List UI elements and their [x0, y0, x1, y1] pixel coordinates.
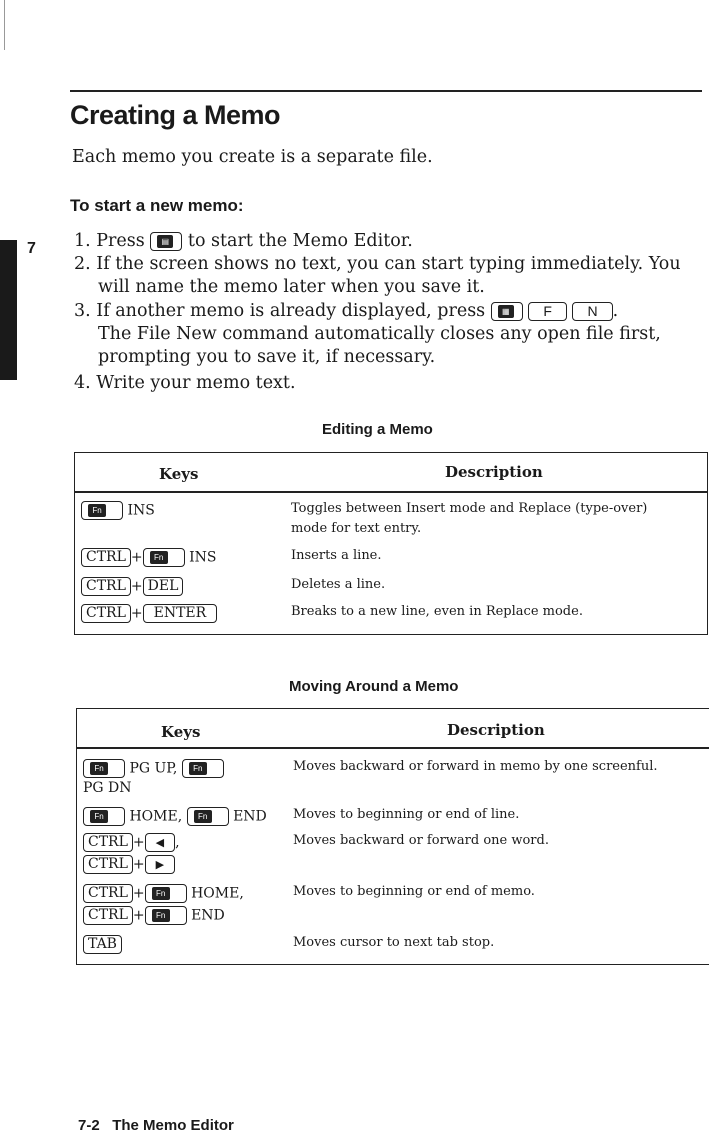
section-name: The Memo Editor [112, 1117, 234, 1134]
ctrl-key: CTRL [81, 577, 131, 596]
step-text: . [612, 301, 619, 321]
table2-row [83, 759, 224, 778]
key-text: HOME, [191, 885, 244, 902]
step-number: 3. [74, 301, 91, 321]
key-text: PG UP, [129, 760, 178, 777]
page-footer [78, 1117, 234, 1134]
fn-key-icon: Fn [83, 807, 125, 826]
memo-key-icon: ▤ [150, 232, 182, 251]
right-arrow-icon: ▶ [145, 855, 175, 874]
page-number: 7-2 [78, 1117, 100, 1134]
key-text: END [191, 907, 225, 924]
key-text: HOME, [129, 808, 183, 825]
step-4 [74, 372, 296, 395]
fn-key-icon: Fn [145, 906, 187, 925]
step-3-cont2: prompting you to save it, if necessary. [98, 347, 436, 367]
table2-row [83, 807, 267, 826]
table1-row [81, 501, 155, 520]
key-text: INS [127, 502, 155, 519]
table1-desc: mode for text entry. [291, 521, 422, 536]
table2-desc: Moves to beginning or end of line. [293, 807, 520, 822]
table1-desc: Inserts a line. [291, 548, 382, 563]
fn-key-icon: Fn [187, 807, 229, 826]
tab-key: TAB [83, 935, 122, 954]
table2-row-cont [83, 906, 225, 925]
ctrl-key: CTRL [83, 906, 133, 925]
plus-sign: + [132, 834, 145, 851]
plus-sign: + [130, 605, 143, 622]
table1-caption: Editing a Memo [322, 421, 433, 438]
table2-row-cont: PG DN [83, 780, 132, 796]
chapter-tab-number: 7 [27, 240, 36, 257]
chapter-tab-bar [0, 240, 17, 380]
ctrl-key: CTRL [83, 833, 133, 852]
fn-key-icon: Fn [143, 548, 185, 567]
fn-key-icon: Fn [145, 884, 187, 903]
page-edge-line [4, 0, 5, 50]
plus-sign: + [132, 885, 145, 902]
ctrl-key: CTRL [81, 604, 131, 623]
left-arrow-icon: ◀ [145, 833, 175, 852]
fn-key-icon: Fn [83, 759, 125, 778]
step-number: 4. [74, 373, 91, 393]
table2-desc: Moves to beginning or end of memo. [293, 884, 535, 899]
table2-col-keys: Keys [161, 723, 201, 741]
table1-row [81, 548, 216, 567]
key-text: INS [189, 549, 217, 566]
table2-row [83, 833, 180, 852]
fn-key-icon: Fn [81, 501, 123, 520]
table2 [76, 708, 709, 965]
step-1 [74, 230, 413, 253]
ctrl-key: CTRL [83, 884, 133, 903]
table2-row-cont [83, 855, 175, 874]
step-3 [74, 300, 618, 323]
table1-desc: Breaks to a new line, even in Replace mode. [291, 604, 583, 619]
step-text: to start the Memo Editor. [187, 231, 413, 251]
table1-col-desc: Description [445, 463, 543, 481]
table1-col-keys: Keys [159, 465, 199, 483]
f-key: F [528, 302, 567, 321]
plus-sign: + [130, 549, 143, 566]
del-key: DEL [143, 577, 184, 596]
page-title: Creating a Memo [70, 100, 281, 130]
table1 [74, 452, 708, 635]
table2-header-rule [77, 747, 709, 749]
table2-desc: Moves backward or forward in memo by one screenful. [293, 759, 658, 774]
table1-header-rule [75, 491, 707, 493]
menu-key-icon: ▦ [491, 302, 523, 321]
header-rule [70, 90, 702, 92]
fn-key-icon: Fn [182, 759, 224, 778]
comma: , [175, 834, 180, 851]
intro-text: Each memo you create is a separate file. [72, 147, 433, 167]
ctrl-key: CTRL [83, 855, 133, 874]
step-text: Press [96, 231, 145, 251]
plus-sign: + [132, 856, 145, 873]
table2-row [83, 935, 122, 954]
step-2 [74, 253, 681, 276]
table1-row [81, 577, 183, 596]
table2-row [83, 884, 244, 903]
table1-desc: Deletes a line. [291, 577, 386, 592]
table2-caption: Moving Around a Memo [289, 678, 459, 695]
table1-row [81, 604, 217, 623]
table2-col-desc: Description [447, 721, 545, 739]
step-number: 2. [74, 254, 91, 274]
step-text: If another memo is already displayed, press [96, 301, 486, 321]
plus-sign: + [132, 907, 145, 924]
step-2-cont: will name the memo later when you save it. [98, 277, 485, 297]
subheading: To start a new memo: [70, 196, 244, 215]
step-number: 1. [74, 231, 91, 251]
table1-desc: Toggles between Insert mode and Replace (type-over) [291, 501, 648, 516]
step-text: If the screen shows no text, you can start typing immediately. You [96, 254, 681, 274]
key-text: END [233, 808, 267, 825]
step-text: Write your memo text. [96, 373, 296, 393]
table2-desc: Moves backward or forward one word. [293, 833, 549, 848]
ctrl-key: CTRL [81, 548, 131, 567]
table2-desc: Moves cursor to next tab stop. [293, 935, 495, 950]
plus-sign: + [130, 578, 143, 595]
enter-key: ENTER [143, 604, 218, 623]
n-key: N [572, 302, 612, 321]
step-3-cont: The File New command automatically closes any open file first, [98, 324, 661, 344]
